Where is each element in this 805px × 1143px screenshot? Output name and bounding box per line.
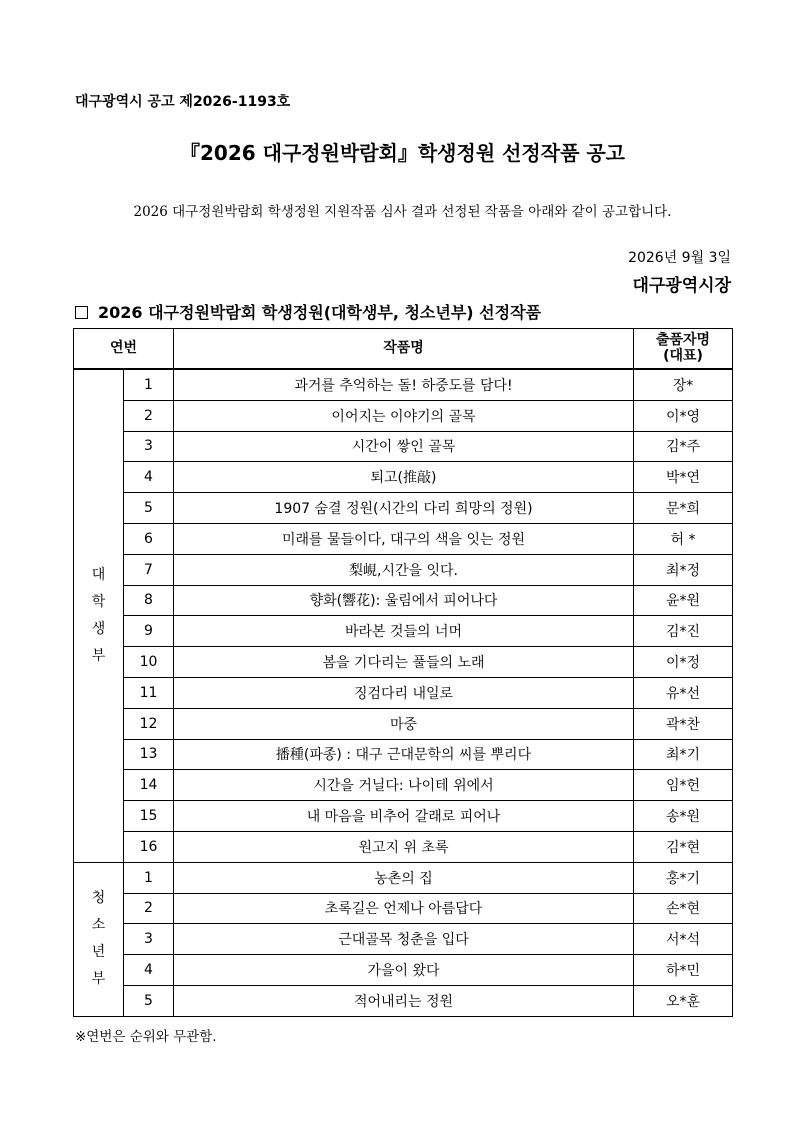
row-number: 1 bbox=[124, 862, 174, 893]
header-work: 작품명 bbox=[174, 329, 634, 370]
work-title: 미래를 물들이다, 대구의 색을 잇는 정원 bbox=[174, 523, 634, 554]
work-title: 향화(響花): 울림에서 피어나다 bbox=[174, 585, 634, 616]
work-title: 마중 bbox=[174, 708, 634, 739]
section-title bbox=[75, 300, 541, 323]
row-number: 2 bbox=[124, 400, 174, 431]
work-title: 원고지 위 초록 bbox=[174, 831, 634, 862]
work-title: 농촌의 집 bbox=[174, 862, 634, 893]
group-label-char: 학 bbox=[91, 593, 106, 610]
work-title: 징검다리 내일로 bbox=[174, 677, 634, 708]
table-row bbox=[74, 369, 733, 400]
work-title: 시간이 쌓인 골목 bbox=[174, 431, 634, 462]
table-row bbox=[74, 677, 733, 708]
author-name: 윤*원 bbox=[634, 585, 733, 616]
work-title: 근대골목 청춘을 입다 bbox=[174, 924, 634, 955]
table-row bbox=[74, 554, 733, 585]
row-number: 14 bbox=[124, 770, 174, 801]
author-name: 김*현 bbox=[634, 831, 733, 862]
selected-works-table bbox=[73, 328, 733, 1017]
work-title: 봄을 기다리는 풀들의 노래 bbox=[174, 647, 634, 678]
row-number: 16 bbox=[124, 831, 174, 862]
issuer: 대구광역시장 bbox=[632, 276, 731, 296]
work-title: 시간을 거닐다: 나이테 위에서 bbox=[174, 770, 634, 801]
work-title: 1907 숨결 정원(시간의 다리 희망의 정원) bbox=[174, 493, 634, 524]
row-number: 11 bbox=[124, 677, 174, 708]
author-name: 하*민 bbox=[634, 955, 733, 986]
checkbox-square-icon bbox=[75, 306, 88, 319]
work-title: 梨峴,시간을 잇다. bbox=[174, 554, 634, 585]
author-name: 김*주 bbox=[634, 431, 733, 462]
work-title: 초록길은 언제나 아름답다 bbox=[174, 893, 634, 924]
row-number: 5 bbox=[124, 493, 174, 524]
author-name: 이*정 bbox=[634, 647, 733, 678]
notice-date: 2026년 9월 3일 bbox=[628, 250, 731, 266]
author-name: 최*정 bbox=[634, 554, 733, 585]
header-number: 연번 bbox=[74, 329, 174, 370]
row-number: 12 bbox=[124, 708, 174, 739]
author-name: 이*영 bbox=[634, 400, 733, 431]
document-title: 『2026 대구정원박람회』학생정원 선정작품 공고 bbox=[180, 141, 625, 165]
table-row bbox=[74, 770, 733, 801]
table-row bbox=[74, 462, 733, 493]
table-row bbox=[74, 955, 733, 986]
group-label-char: 대 bbox=[91, 566, 106, 583]
table-row bbox=[74, 831, 733, 862]
row-number: 6 bbox=[124, 523, 174, 554]
work-title: 퇴고(推敲) bbox=[174, 462, 634, 493]
author-name: 임*헌 bbox=[634, 770, 733, 801]
table-row bbox=[74, 985, 733, 1016]
work-title: 적어내리는 정원 bbox=[174, 985, 634, 1016]
author-name: 문*희 bbox=[634, 493, 733, 524]
author-name: 손*현 bbox=[634, 893, 733, 924]
work-title: 바라본 것들의 너머 bbox=[174, 616, 634, 647]
table-row bbox=[74, 801, 733, 832]
author-name: 서*석 bbox=[634, 924, 733, 955]
author-name: 유*선 bbox=[634, 677, 733, 708]
author-name: 곽*찬 bbox=[634, 708, 733, 739]
group-label-char: 부 bbox=[91, 647, 106, 664]
header-author-line2: (대표) bbox=[663, 347, 703, 364]
table-row bbox=[74, 400, 733, 431]
author-name: 오*훈 bbox=[634, 985, 733, 1016]
group-label-char: 청 bbox=[91, 890, 106, 907]
row-number: 13 bbox=[124, 739, 174, 770]
row-number: 15 bbox=[124, 801, 174, 832]
group-label-char: 생 bbox=[91, 620, 106, 637]
intro-text: 2026 대구정원박람회 학생정원 지원작품 심사 결과 선정된 작품을 아래와 같이 공고합니다. bbox=[133, 204, 672, 220]
author-name: 장* bbox=[634, 369, 733, 400]
table-body bbox=[74, 369, 733, 1016]
row-number: 7 bbox=[124, 554, 174, 585]
header-author-line1: 출품자명 bbox=[655, 332, 711, 349]
row-number: 3 bbox=[124, 924, 174, 955]
table-row bbox=[74, 739, 733, 770]
work-title: 내 마음을 비추어 갈래로 피어나 bbox=[174, 801, 634, 832]
table-row bbox=[74, 585, 733, 616]
row-number: 2 bbox=[124, 893, 174, 924]
row-number: 8 bbox=[124, 585, 174, 616]
row-number: 10 bbox=[124, 647, 174, 678]
group-label bbox=[74, 862, 124, 1016]
notice-number: 대구광역시 공고 제2026-1193호 bbox=[75, 94, 291, 110]
table-row bbox=[74, 493, 733, 524]
row-number: 9 bbox=[124, 616, 174, 647]
row-number: 4 bbox=[124, 955, 174, 986]
group-label-char: 부 bbox=[91, 971, 106, 988]
table-row bbox=[74, 893, 733, 924]
header-author bbox=[634, 329, 733, 370]
table-header-row bbox=[74, 329, 733, 370]
author-name: 김*진 bbox=[634, 616, 733, 647]
work-title: 가을이 왔다 bbox=[174, 955, 634, 986]
section-title-text: 2026 대구정원박람회 학생정원(대학생부, 청소년부) 선정작품 bbox=[98, 303, 542, 322]
row-number: 3 bbox=[124, 431, 174, 462]
work-title: 과거를 추억하는 돌! 하중도를 담다! bbox=[174, 369, 634, 400]
table-row bbox=[74, 708, 733, 739]
table-row bbox=[74, 616, 733, 647]
table-row bbox=[74, 523, 733, 554]
row-number: 5 bbox=[124, 985, 174, 1016]
group-label-char: 소 bbox=[91, 917, 106, 934]
work-title: 이어지는 이야기의 골목 bbox=[174, 400, 634, 431]
table-row bbox=[74, 862, 733, 893]
author-name: 송*원 bbox=[634, 801, 733, 832]
author-name: 홍*기 bbox=[634, 862, 733, 893]
author-name: 허 * bbox=[634, 523, 733, 554]
group-label bbox=[74, 369, 124, 862]
table-row bbox=[74, 431, 733, 462]
row-number: 4 bbox=[124, 462, 174, 493]
table-row bbox=[74, 924, 733, 955]
row-number: 1 bbox=[124, 369, 174, 400]
footnote: ※연번은 순위와 무관함. bbox=[75, 1029, 217, 1045]
table-row bbox=[74, 647, 733, 678]
work-title: 播種(파종) : 대구 근대문학의 씨를 뿌리다 bbox=[174, 739, 634, 770]
group-label-char: 년 bbox=[91, 944, 106, 961]
author-name: 최*기 bbox=[634, 739, 733, 770]
author-name: 박*연 bbox=[634, 462, 733, 493]
